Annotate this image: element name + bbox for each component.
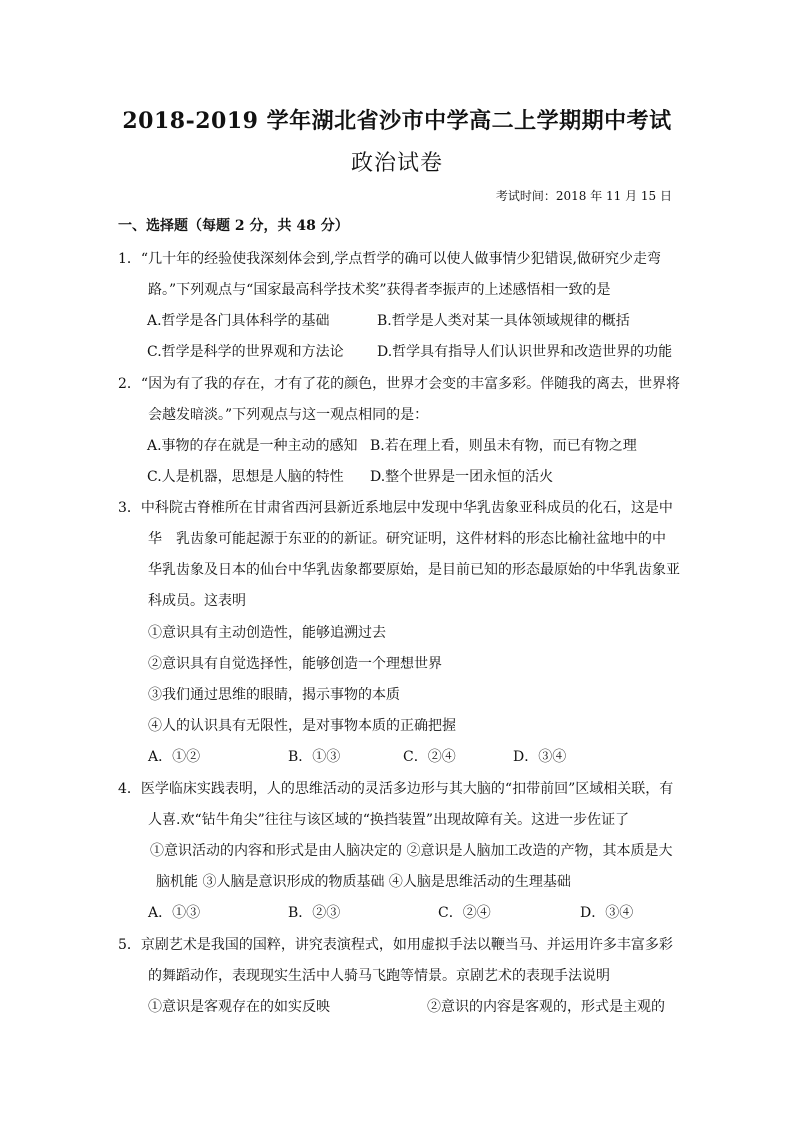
question-5-stem: 5．京剧艺术是我国的国粹，讲究表演程式，如用虚拟手法以鞭当马、并运用许多丰富多彩 xyxy=(118,937,673,953)
question-3-option-b: B．①③ xyxy=(288,749,341,765)
question-2-option-c: C.人是机器，思想是人脑的特性 xyxy=(147,469,344,485)
exam-subtitle: 政治试卷 xyxy=(350,151,443,176)
question-3-option-d: D．③④ xyxy=(513,749,567,765)
question-2-option-d: D.整个世界是一团永恒的活火 xyxy=(370,469,554,485)
question-5-item-2: ②意识的内容是客观的，形式是主观的 xyxy=(427,999,665,1015)
question-3-stem-cont-b: 乳齿象可能起源于东亚的的新证。研究证明，这件材料的形态比榆社盆地中的中 xyxy=(176,531,666,547)
question-3-item-1: ①意识具有主动创造性，能够追溯过去 xyxy=(148,625,386,641)
question-1-stem-cont: 路。”下列观点与“国家最高科学技术奖”获得者李振声的上述感悟相一致的是 xyxy=(148,282,611,298)
question-3-stem-cont-2: 华乳齿象及日本的仙台中华乳齿象都要原始，是目前已知的形态最原始的中华乳齿象亚 xyxy=(148,562,680,578)
question-1-option-a: A.哲学是各门具体科学的基础 xyxy=(147,313,330,329)
question-4-option-b: B．②③ xyxy=(288,905,341,921)
question-1-option-b: B.哲学是人类对某一具体领域规律的概括 xyxy=(377,313,630,329)
question-5-stem-cont: 的舞蹈动作，表现现实生活中人骑马飞跑等情景。京剧艺术的表现手法说明 xyxy=(148,968,610,984)
exam-title: 2018-2019 学年湖北省沙市中学高二上学期期中考试 xyxy=(122,108,672,134)
question-2-stem-cont: 会越发暗淡。”下列观点与这一观点相同的是： xyxy=(148,407,429,423)
question-3-item-4: ④人的认识具有无限性，是对事物本质的正确把握 xyxy=(148,718,456,734)
question-2-option-b: B.若在理上看，则虽未有物，而已有物之理 xyxy=(370,438,637,454)
question-3-stem-cont-a: 华 xyxy=(148,531,162,547)
question-4-option-a: A．①③ xyxy=(148,905,201,921)
question-4-option-d: D．③④ xyxy=(580,905,634,921)
question-5-item-1: ①意识是客观存在的如实反映 xyxy=(148,999,330,1015)
question-4-stem: 4．医学临床实践表明，人的思维活动的灵活多边形与其大脑的“扣带前回”区域相关联，有 xyxy=(118,781,674,797)
question-3-item-3: ③我们通过思维的眼睛，揭示事物的本质 xyxy=(148,687,400,703)
question-3-option-a: A．①② xyxy=(148,749,201,765)
question-4-items-line-1: ①意识活动的内容和形式是由人脑决定的 ②意识是人脑加工改造的产物，其本质是大 xyxy=(150,843,673,859)
question-1-option-d: D.哲学具有指导人们认识世界和改造世界的功能 xyxy=(377,344,673,360)
question-3-item-2: ②意识具有自觉选择性，能够创造一个理想世界 xyxy=(148,656,442,672)
question-2-stem: 2．“因为有了我的存在，才有了花的颜色，世界才会变的丰富多彩。伴随我的离去，世界将 xyxy=(118,376,681,392)
question-3-stem-cont-3: 科成员。这表明 xyxy=(148,593,246,609)
exam-time: 考试时间：2018 年 11 月 15 日 xyxy=(495,189,672,203)
question-1-option-c: C.哲学是科学的世界观和方法论 xyxy=(147,344,344,360)
question-1-stem: 1．“几十年的经验使我深刻体会到,学点哲学的确可以使人做事情少犯错误,做研究少走弯 xyxy=(118,251,661,267)
question-2-option-a: A.事物的存在就是一种主动的感知 xyxy=(147,438,358,454)
question-4-stem-cont: 人喜.欢“钻牛角尖”往往与该区域的“换挡装置”出现故障有关。这进一步佐证了 xyxy=(148,812,630,828)
section-heading: 一、选择题（每题 2 分，共 48 分） xyxy=(118,218,349,234)
question-3-option-c: C．②④ xyxy=(403,749,456,765)
question-3-stem: 3．中科院古脊椎所在甘肃省西河县新近系地层中发现中华乳齿象亚科成员的化石，这是中 xyxy=(118,500,673,516)
question-4-option-c: C．②④ xyxy=(438,905,491,921)
question-4-items-line-2: 脑机能 ③人脑是意识形成的物质基础 ④人脑是思维活动的生理基础 xyxy=(156,874,571,890)
